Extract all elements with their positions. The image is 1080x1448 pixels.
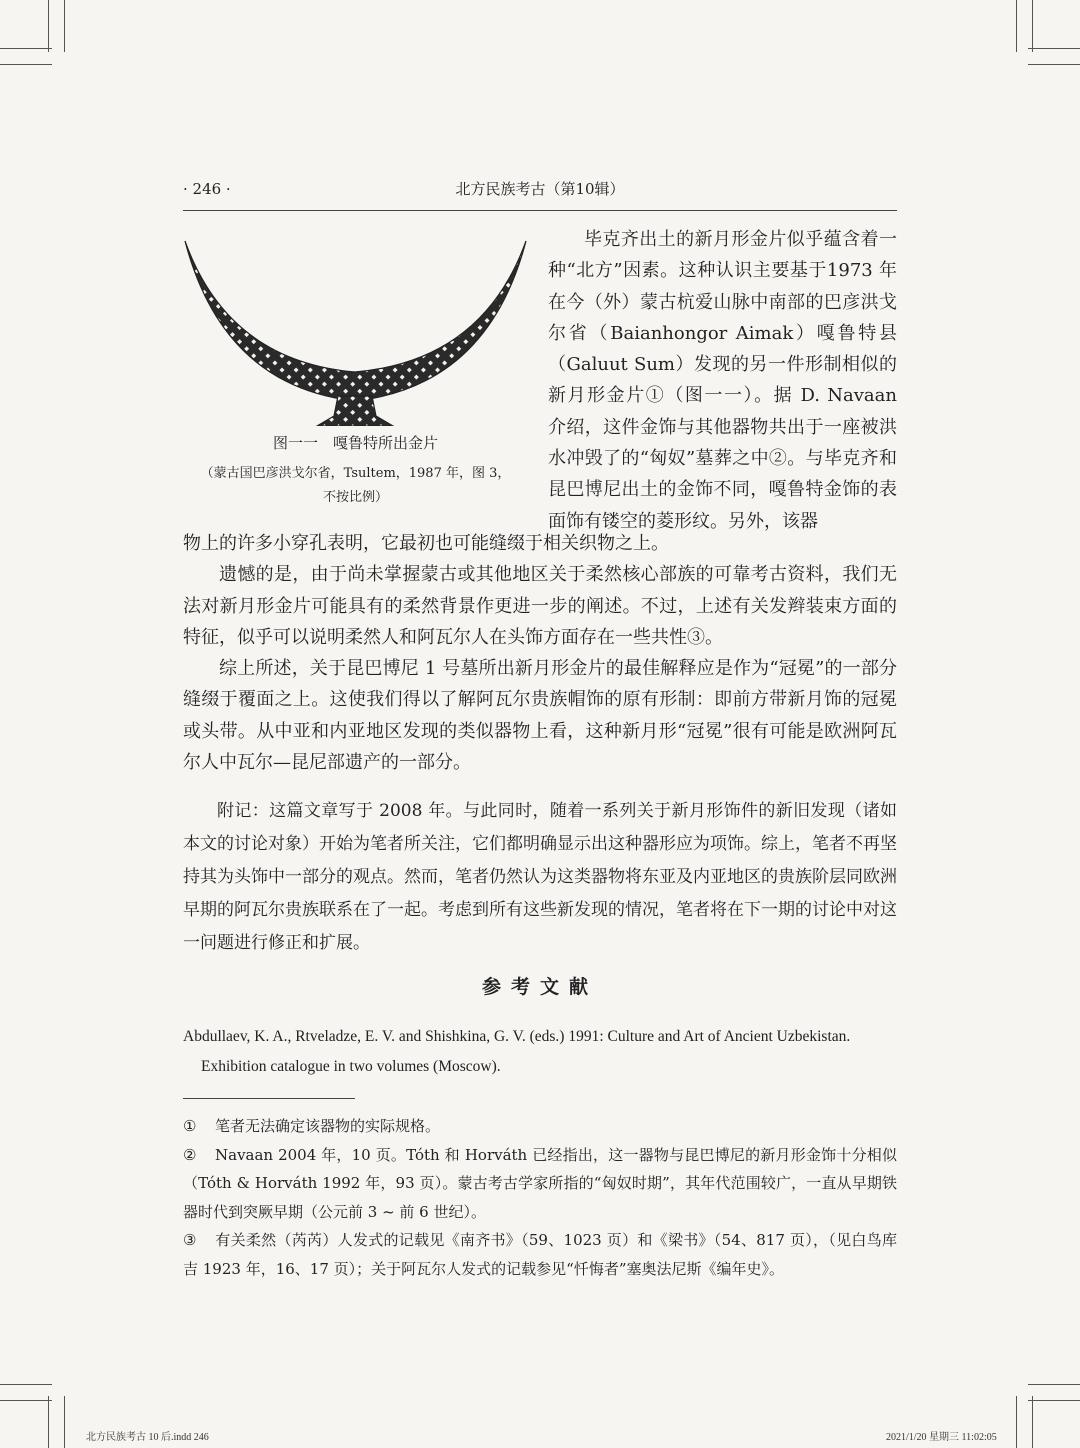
footnote-text: Navaan 2004 年，10 页。Tóth 和 Horváth 已经指出，这一器物与昆巴博尼的新月形金饰十分相似（Tóth & Horváth 1992 年，93 页）。蒙古考古学家所指的“匈奴时期”，其年代范围较广，一直从早期铁器时代到突厥早期（公元前 3 ~ 前 6 世纪）。 xyxy=(183,1145,897,1221)
footnote-marker: ② xyxy=(183,1145,197,1164)
appendix-note xyxy=(183,795,897,960)
footnote-text: 有关柔然（芮芮）人发式的记载见《南齐书》（59、1023 页）和《梁书》（54、817 页），（见白鸟库吉 1923 年，16、17 页）；关于阿瓦尔人发式的记载参见“忏悔者”塞奥法尼斯《编年史》。 xyxy=(183,1231,897,1278)
print-slug-file: 北方民族考古 10 后.indd 246 xyxy=(86,1432,209,1443)
body-text xyxy=(183,528,897,778)
running-header xyxy=(183,178,897,202)
footnote-marker: ③ xyxy=(183,1231,197,1249)
journal-title: 北方民族考古（第10辑） xyxy=(455,180,625,198)
paragraph-continuation: 物上的许多小穿孔表明，它最初也可能缝缀于相关织物之上。 xyxy=(183,533,669,554)
footnote-rule xyxy=(183,1098,355,1099)
paragraph: 遗憾的是，由于尚未掌握蒙古或其他地区关于柔然核心部族的可靠考古资料，我们无法对新月形金片可能具有的柔然背景作更进一步的阐述。不过，上述有关发辫装束方面的特征，似乎可以说明柔然人和阿瓦尔人在头饰方面存在一些共性③。 xyxy=(183,564,897,648)
figure-caption: （蒙古国巴彦洪戈尔省，Tsultem，1987 年，图 3， 不按比例） xyxy=(200,466,511,505)
paragraph: 综上所述，关于昆巴博尼 1 号墓所出新月形金片的最佳解释应是作为“冠冕”的一部分缝缀于覆面之上。这使我们得以了解阿瓦尔贵族帽饰的原有形制：即前方带新月饰的冠冕或头带。从中亚和内亚地区发现的类似器物上看，这种新月形“冠冕”很有可能是欧洲阿瓦尔人中瓦尔—昆尼部遗产的一部分。 xyxy=(183,658,897,774)
figure-title: 图一一 嘎鲁特所出金片 xyxy=(272,434,438,452)
footnote-marker: ① xyxy=(183,1117,197,1135)
footnotes xyxy=(183,1112,897,1283)
footnote xyxy=(183,1112,897,1141)
wrapped-paragraph xyxy=(548,224,897,537)
footnote-text: 笔者无法确定该器物的实际规格。 xyxy=(215,1117,441,1135)
reference-entry: Abdullaev, K. A., Rtveladze, E. V. and Shishkina, G. V. (eds.) 1991: Culture and Art of Ancient Uzbekistan. Exhibition catalogue in two volumes (Moscow). xyxy=(183,1028,851,1075)
print-slug-timestamp: 2021/1/20 星期三 11:02:05 xyxy=(886,1432,997,1443)
appendix-text: 附记：这篇文章写于 2008 年。与此同时，随着一系列关于新月形饰件的新旧发现（诸如本文的讨论对象）开始为笔者所关注，它们都明确显示出这种器形应为项饰。综上，笔者不再坚持其为头饰中一部分的观点。然而，笔者仍然认为这类器物将东亚及内亚地区的贵族阶层同欧洲早期的阿瓦尔贵族联系在了一起。考虑到所有这些新发现的情况，笔者将在下一期的讨论中对这一问题进行修正和扩展。 xyxy=(183,801,897,953)
footnote xyxy=(183,1141,897,1227)
header-rule xyxy=(183,210,897,211)
figure-11 xyxy=(183,236,528,521)
crescent-gold-plaque-image xyxy=(183,236,528,426)
footnote xyxy=(183,1226,897,1283)
paragraph: 毕克齐出土的新月形金片似乎蕴含着一种“北方”因素。这种认识主要基于1973 年在今（外）蒙古杭爱山脉中南部的巴彦洪戈尔省（Baianhongor Aimak）嘎鲁特县（Galuut Sum）发现的另一件形制相似的新月形金片①（图一一）。据 D. Navaan 介绍，这件金饰与其他器物共出于一座被洪水冲毁了的“匈奴”墓葬之中②。与毕克齐和昆巴博尼出土的金饰不同，嘎鲁特金饰的表面饰有镂空的菱形纹。另外，该器 xyxy=(548,229,897,532)
page-number: · 246 · xyxy=(183,180,231,198)
references-heading: 参考文献 xyxy=(481,976,598,998)
